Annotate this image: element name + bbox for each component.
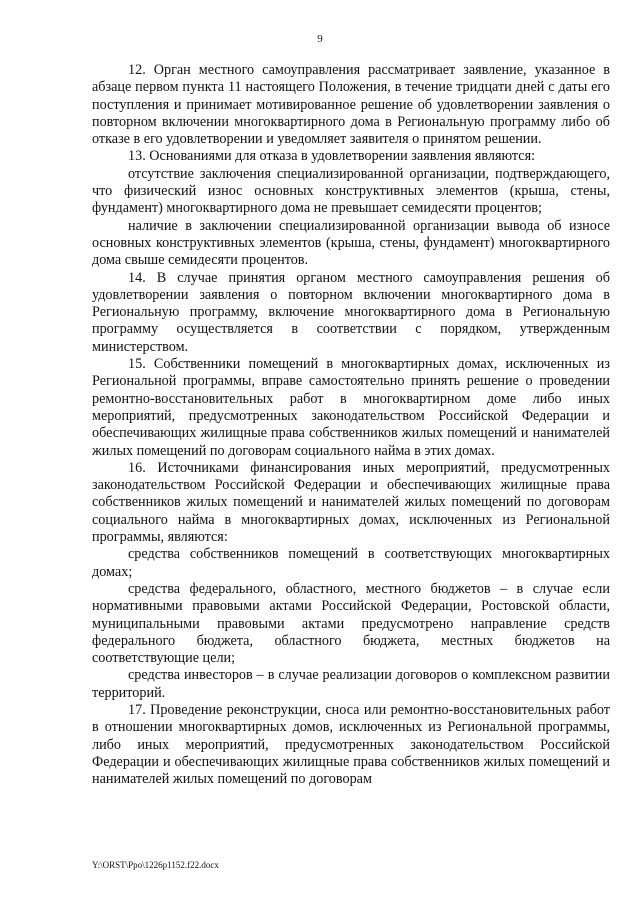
paragraph-14: 14. В случае принятия органом местного самоуправления решения об удовлетворении заявления о повторном включении многоквартирного дома в Региональную программу, включение многоквартирного дома в Региональную программу осуществляется в соответствии с порядком, утвержденным министерством. [92,269,610,355]
paragraph-12: 12. Орган местного самоуправления рассматривает заявление, указанное в абзаце первом пункта 11 настоящего Положения, в течение тридцати дней с даты его поступления и принимает мотивированное решение об удовлетворении заявления о повторном включении многоквартирного дома в Региональную программу либо об отказе в его удовлетворении и уведомляет заявителя о принятом решении. [92,62,610,148]
paragraph-13-item-1: отсутствие заключения специализированной организации, подтверждающего, что физический износ основных конструктивных элементов (крыша, стены, фундамент) многоквартирного дома не превышает семидесяти процентов; [92,165,610,217]
paragraph-17: 17. Проведение реконструкции, сноса или ремонтно-восстановительных работ в отношении многоквартирных домов, исключенных из Региональной программы, либо иных мероприятий, предусмотренных законодательством Российской Федерации и обеспечивающих жилищные права собственников жилых помещений и нанимателей жилых помещений по договорам [92,701,610,788]
document-body [92,62,610,788]
paragraph-16-item-1: средства собственников помещений в соответствующих многоквартирных домах; [92,546,610,580]
page-number: 9 [317,33,323,45]
file-path-footer: Y:\ORST\Ppo\1226p1152.f22.docx [92,860,219,870]
paragraph-16-item-2: средства федерального, областного, местного бюджетов – в случае если нормативными правовыми актами Российской Федерации, Ростовской области, муниципальными правовыми актами предусмотрено направление средств федерального бюджета, областного бюджета, местных бюджетов на соответствующие цели; [92,580,610,667]
paragraph-16: 16. Источниками финансирования иных мероприятий, предусмотренных законодательством Российской Федерации и обеспечивающих жилищные права собственников жилых помещений и нанимателей жилых помещений по договорам социального найма в многоквартирных домах, исключенных из Региональной программы, являются: [92,459,610,546]
paragraph-16-item-3: средства инвесторов – в случае реализации договоров о комплексном развитии территорий. [92,667,610,701]
paragraph-15: 15. Собственники помещений в многоквартирных домах, исключенных из Региональной программы, вправе самостоятельно принять решение о проведении ремонтно-восстановительных работ в многоквартирном доме либо иных мероприятий, предусмотренных законодательством Российской Федерации и обеспечивающих жилищные права собственников жилых помещений и нанимателей жилых помещений по договорам социального найма в этих домах. [92,356,610,459]
paragraph-13-item-2: наличие в заключении специализированной организации вывода об износе основных конструктивных элементов (крыша, стены, фундамент) многоквартирного дома свыше семидесяти процентов. [92,217,610,269]
paragraph-13: 13. Основаниями для отказа в удовлетворении заявления являются: [128,148,536,165]
